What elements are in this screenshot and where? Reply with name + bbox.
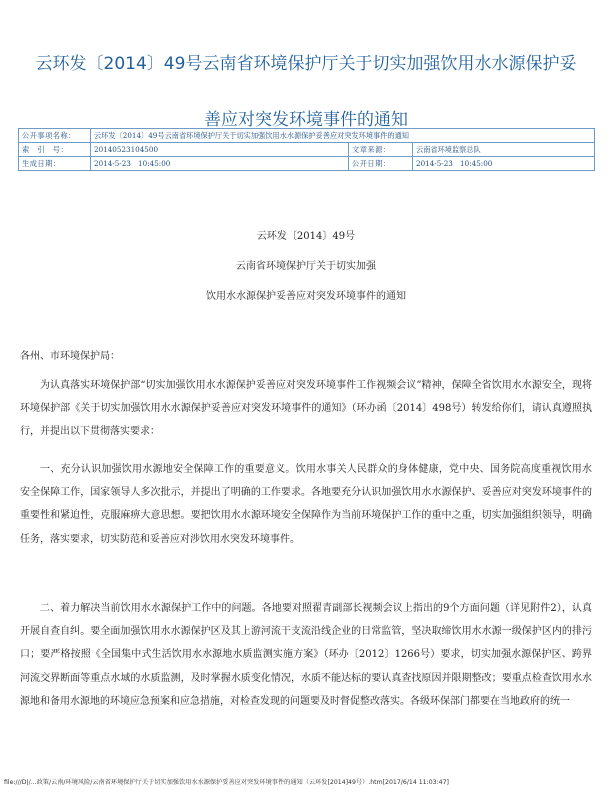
page-title-line-1: 云环发〔2014〕49号云南省环境保护厅关于切实加强饮用水水源保护妥 — [35, 54, 577, 74]
source-value: 云南省环境监察总队 — [413, 143, 595, 157]
open-item-label: 公开事项名称： — [19, 129, 91, 143]
document-title-line-2: 饮用水水源保护妥善应对突发环境事件的通知 — [206, 291, 406, 302]
document-title-line-1: 云南省环境保护厅关于切实加强 — [236, 261, 376, 272]
index-value: 20140523104500 — [91, 143, 349, 157]
created-date-value: 2014-5-23 10:45:00 — [91, 157, 349, 171]
document-number: 云环发〔2014〕49号 — [256, 231, 356, 242]
source-label: 文章来源： — [349, 143, 413, 157]
index-label: 索 引 号： — [19, 143, 91, 157]
created-date-label: 生成日期： — [19, 157, 91, 171]
metadata-row-open-item — [19, 129, 595, 143]
page-footer-path: file:///D|/...政策/云南/环境风险/云南省环境保护厅关于切实加强饮用水水源保护妥善应对突发环境事件的通知（云环发[2014]49号）.htm[2017/6/14 11:03:47] — [4, 779, 449, 786]
published-date-value: 2014-5-23 10:45:00 — [413, 157, 595, 171]
salutation: 各州、市环境保护局： — [20, 351, 120, 362]
metadata-row-dates — [19, 157, 595, 171]
body-paragraph-section-2: 二、着力解决当前饮用水水源保护工作中的问题。各地要对照翟青副部长视频会议上指出的9个方面问题（详见附件2），认真开展自查自纠。要全面加强饮用水水源保护区及其上游河流干支流沿线企业的日常监管，坚决取缔饮用水水源一级保护区内的排污口；要严格按照《全国集中式生活饮用水水源地水质监测实施方案》（环办〔2012〕1266号）要求，切实加强水源保护区、跨界河流交界断面等重点水域的水质监测，及时掌握水质变化情况，水质不能达标的要认真查找原因并限期整改；要重点检查饮用水水源地和备用水源地的环境应急预案和应急措施，对检查发现的问题要及时督促整改落实。各级环保部门都要在当地政府的统一 — [20, 603, 592, 707]
open-item-value: 云环发〔2014〕49号云南省环境保护厅关于切实加强饮用水水源保护妥善应对突发环境事件的通知 — [91, 129, 595, 143]
body-paragraph-intro: 为认真落实环境保护部“切实加强饮用水水源保护妥善应对突发环境事件工作视频会议”精神，保障全省饮用水水源安全，现将环境保护部《关于切实加强饮用水水源保护妥善应对突发环境事件的通知》（环办函〔2014〕498号）转发给你们，请认真遵照执行，并提出以下贯彻落实要求： — [20, 380, 592, 438]
metadata-table — [18, 128, 595, 171]
body-paragraph-section-1: 一、充分认识加强饮用水源地安全保障工作的重要意义。饮用水事关人民群众的身体健康，党中央、国务院高度重视饮用水 安全保障工作，国家领导人多次批示，并提出了明确的工作要求。各地要充分认识加强饮用水水源保护、妥善应对突发环境事件的重要性和紧迫性，克服麻痹大意思想。要把饮用水水源环境安全保障作为当前环境保护工作的重中之重，切实加强组织领导，明确任务，落实要求，切实防范和妥善应对涉饮用水突发环境事件。 — [20, 464, 602, 545]
published-date-label: 公开日期： — [349, 157, 413, 171]
page-title-line-2: 善应对突发环境事件的通知 — [204, 110, 408, 130]
metadata-row-index — [19, 143, 595, 157]
